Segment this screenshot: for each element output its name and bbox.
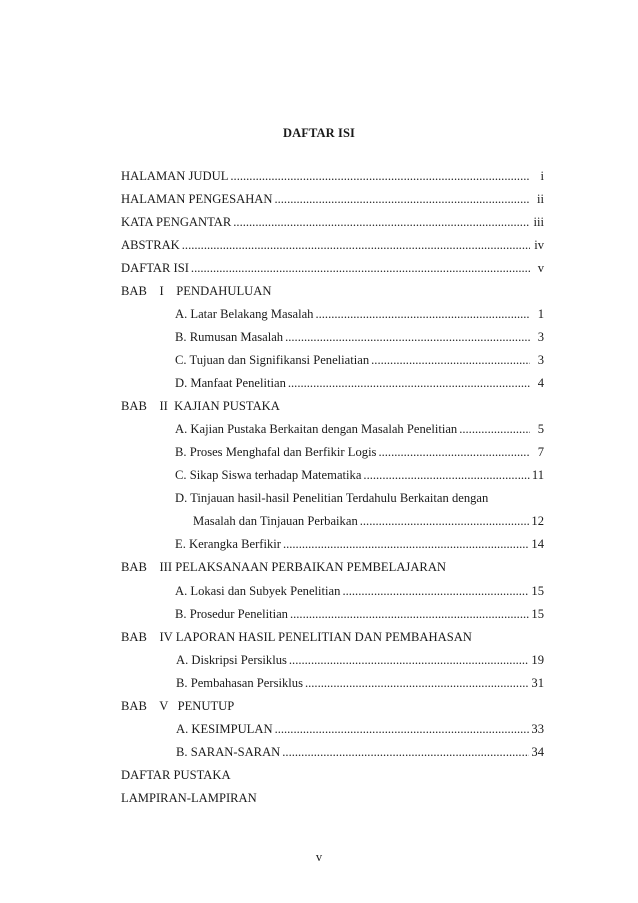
toc-entry-bab1-a[interactable] — [175, 305, 544, 323]
toc-entry-page: 4 — [537, 376, 544, 390]
toc-entry-label: B. Rumusan Masalah — [175, 330, 284, 344]
dot-leader — [371, 351, 530, 369]
dot-leader — [315, 305, 530, 323]
toc-entry-label: B. Prosedur Penelitian — [175, 607, 288, 621]
toc-entry-label: Masalah dan Tinjauan Perbaikan — [193, 514, 358, 528]
toc-entry-label: KATA PENGANTAR — [121, 215, 232, 229]
chapter-heading-bab-5: BAB V PENUTUP — [121, 699, 235, 713]
toc-entry-bab4-a[interactable] — [176, 651, 544, 669]
toc-entry-halaman-judul[interactable] — [121, 167, 544, 185]
toc-entry-page: 19 — [531, 653, 544, 667]
toc-entry-page: 1 — [537, 307, 544, 321]
toc-entry-page: 5 — [537, 422, 544, 436]
toc-entry-page: 31 — [531, 676, 544, 690]
chapter-heading-bab-1: BAB I PENDAHULUAN — [121, 284, 272, 298]
dot-leader — [282, 743, 529, 761]
dot-leader — [289, 651, 530, 669]
toc-entry-bab5-a[interactable] — [176, 720, 544, 738]
page-number: v — [315, 850, 323, 864]
toc-entry-page: i — [540, 169, 544, 183]
toc-entry-bab3-b[interactable] — [175, 605, 544, 623]
toc-entry-label: E. Kerangka Berfikir — [175, 537, 281, 551]
chapter-heading-bab-4: BAB IV LAPORAN HASIL PENELITIAN DAN PEMBAHASAN — [121, 630, 472, 644]
toc-entry-label: A. KESIMPULAN — [176, 722, 273, 736]
toc-entry-page: iv — [534, 238, 544, 252]
toc-entry-page: 3 — [537, 330, 544, 344]
toc-entry-page: ii — [537, 192, 544, 206]
toc-entry-page: 7 — [537, 445, 544, 459]
toc-entry-label: D. Manfaat Penelitian — [175, 376, 286, 390]
toc-entry-bab2-d-line1[interactable]: D. Tinjauan hasil-hasil Penelitian Terdahulu Berkaitan dengan — [175, 491, 489, 505]
toc-entry-bab2-a[interactable] — [175, 420, 544, 438]
dot-leader — [233, 213, 530, 231]
dot-leader — [342, 582, 529, 600]
toc-entry-label: A. Latar Belakang Masalah — [175, 307, 314, 321]
toc-entry-bab2-c[interactable] — [175, 466, 544, 484]
dot-leader — [360, 512, 530, 530]
toc-entry-page: v — [537, 261, 544, 275]
toc-entry-label: HALAMAN JUDUL — [121, 169, 229, 183]
toc-entry-label: HALAMAN PENGESAHAN — [121, 192, 273, 206]
toc-entry-label: A. Lokasi dan Subyek Penelitian — [175, 584, 341, 598]
toc-entry-page: 3 — [537, 353, 544, 367]
toc-entry-bab1-d[interactable] — [175, 374, 544, 392]
toc-entry-page: 11 — [531, 468, 544, 482]
toc-entry-bab1-b[interactable] — [175, 328, 544, 346]
toc-entry-label: B. Proses Menghafal dan Berfikir Logis — [175, 445, 377, 459]
toc-title: DAFTAR ISI — [283, 126, 355, 140]
toc-entry-page: 33 — [531, 722, 544, 736]
toc-entry-label: B. Pembahasan Persiklus — [176, 676, 303, 690]
dot-leader — [290, 605, 529, 623]
chapter-heading-bab-3: BAB III PELAKSANAAN PERBAIKAN PEMBELAJARAN — [121, 560, 447, 574]
toc-entry-label: B. SARAN-SARAN — [176, 745, 281, 759]
chapter-heading-bab-2: BAB II KAJIAN PUSTAKA — [121, 399, 280, 413]
toc-entry-abstrak[interactable] — [121, 236, 544, 254]
dot-leader — [305, 674, 529, 692]
toc-entry-halaman-pengesahan[interactable] — [121, 190, 544, 208]
toc-entry-label: C. Tujuan dan Signifikansi Peneliatian — [175, 353, 370, 367]
toc-entry-label: DAFTAR ISI — [121, 261, 189, 275]
toc-entry-bab2-d[interactable] — [193, 512, 544, 530]
toc-entry-bab5-b[interactable] — [176, 743, 544, 761]
dot-leader — [288, 374, 530, 392]
dot-leader — [230, 167, 530, 185]
toc-entry-daftar-pustaka[interactable]: DAFTAR PUSTAKA — [121, 768, 231, 782]
dot-leader — [275, 720, 530, 738]
toc-entry-label: C. Sikap Siswa terhadap Matematika — [175, 468, 362, 482]
toc-entry-daftar-isi[interactable] — [121, 259, 544, 277]
dot-leader — [459, 420, 530, 438]
toc-entry-kata-pengantar[interactable] — [121, 213, 544, 231]
toc-entry-lampiran[interactable]: LAMPIRAN-LAMPIRAN — [121, 791, 257, 805]
dot-leader — [363, 466, 529, 484]
toc-entry-bab3-a[interactable] — [175, 582, 544, 600]
toc-entry-label: ABSTRAK — [121, 238, 180, 252]
toc-entry-page: 34 — [531, 745, 544, 759]
toc-entry-page: 15 — [531, 584, 544, 598]
toc-entry-page: iii — [533, 215, 544, 229]
dot-leader — [283, 535, 529, 553]
toc-entry-label: A. Kajian Pustaka Berkaitan dengan Masalah Penelitian — [175, 422, 458, 436]
toc-entry-bab2-e[interactable] — [175, 535, 544, 553]
dot-leader — [191, 259, 530, 277]
toc-entry-page: 14 — [531, 537, 544, 551]
toc-entry-page: 12 — [531, 514, 544, 528]
dot-leader — [182, 236, 530, 254]
toc-entry-label: A. Diskripsi Persiklus — [176, 653, 287, 667]
toc-entry-bab2-b[interactable] — [175, 443, 544, 461]
toc-entry-bab4-b[interactable] — [176, 674, 544, 692]
toc-entry-bab1-c[interactable] — [175, 351, 544, 369]
dot-leader — [274, 190, 530, 208]
dot-leader — [378, 443, 530, 461]
toc-entry-page: 15 — [531, 607, 544, 621]
dot-leader — [285, 328, 530, 346]
